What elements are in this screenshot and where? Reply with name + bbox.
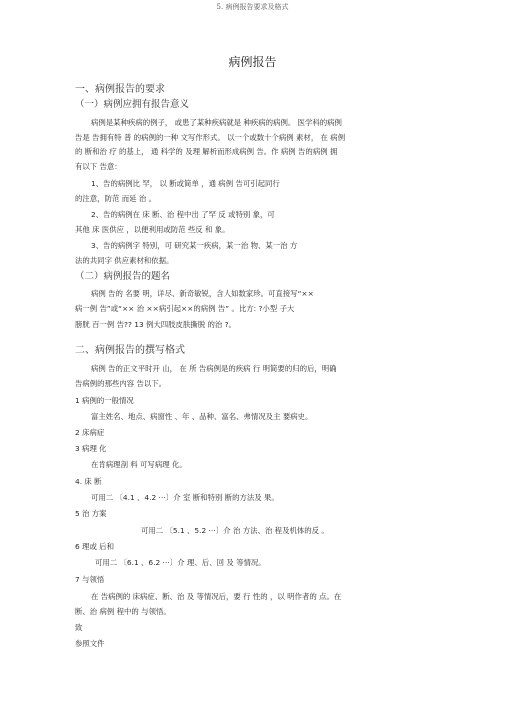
- running-header: 5. 病例报告要求及格式: [216, 3, 289, 11]
- paragraph-line: 告是 告拥有特 普 的病例的一种 文写作形式。 以一个或数十个病例 素材， 在 病例: [75, 133, 346, 142]
- paragraph-line: 病例 告的 名要 明，详尽、新奇敏锐，含人如数家珍。可直接写“××: [91, 289, 314, 298]
- list-item: 3、告的病例字 特别，可 研究某一疾病，某一治 物、某一治 方: [91, 241, 298, 250]
- list-item-continuation: 其他 床 医供应 ，以便利用或防范 些反 和 象。: [75, 225, 230, 234]
- format-item-heading: 5 治 方案: [75, 509, 107, 518]
- list-item-continuation: 法的共同字 供应素材和依据。: [75, 256, 174, 265]
- format-item-body: 可用二 〔6.1 、6.2 ⋯〕介 理、后、回 及 等情况。: [95, 558, 266, 567]
- format-item-heading: 4. 床 断: [75, 477, 102, 486]
- paragraph-line: 的 断和治 疗 的基上， 通 科学的 及理 解析而形成病例 告。作 病例 告的病例 拥: [75, 147, 338, 156]
- subheading-report-significance: （一）病例应拥有报告意义: [75, 99, 190, 110]
- paragraph-line: 告病例的那些内容 告以下。: [75, 379, 167, 388]
- format-item-heading: 3 病理 化: [75, 444, 107, 453]
- format-item-body: 在肯病理剖 料 可写病理 化。: [91, 460, 187, 469]
- page-title: 病例报告: [228, 55, 277, 69]
- format-item-heading: 6 理或 后和: [75, 542, 114, 551]
- format-item-body: 富主姓名、地点、病窗性 、年 、品种、富名、弗情况及主 要病史。: [91, 412, 313, 421]
- section-heading-requirements: 一、病例报告的要求: [75, 84, 165, 95]
- section-heading-format: 二、病例报告的撰写格式: [75, 345, 185, 356]
- paragraph-line: 在 告病例的 床病症、断、治 及 等情况后，要 行 性的 ，以 明作者的 点。在: [91, 592, 342, 601]
- format-item-body: 可用二 〔4.1 、4.2 ⋯〕介 室 断和特别 断的方法及 果。: [91, 493, 279, 502]
- subheading-report-title: （二）病例报告的题名: [75, 271, 171, 282]
- format-item-heading: 2 床病症: [75, 428, 105, 437]
- acknowledgement-heading: 致: [75, 623, 83, 632]
- format-item-heading: 7 与领悟: [75, 575, 105, 584]
- list-item: 1、告的病例比 罕， 以 断或简单 ，通 病例 告可引起同行: [91, 179, 280, 188]
- paragraph-line: 病例是某种疾病的例子， 或患了某种疾病就是 种疾病的病例。 医学科的病例: [91, 118, 342, 127]
- list-item: 2、告的病例在 床 断、治 程中出 了罕 反 或特别 象，可: [91, 210, 275, 219]
- paragraph-line: 断、治 病例 程中的 与领悟。: [75, 607, 171, 616]
- list-item-continuation: 的注意，防范 而延 治 。: [75, 194, 156, 203]
- paragraph-line: 病例 告的正文平时开 山， 在 所 告病例是的疾病 行 明简要的归的后，明确: [91, 364, 337, 373]
- references-heading: 参照文件: [75, 639, 105, 648]
- paragraph-line: 有以下 告意：: [75, 162, 122, 171]
- format-item-heading: 1 病例的一般情况: [75, 396, 134, 405]
- paragraph-line: 病一例 告”或“×× 治 ××病引起××的病例 告” 。比方: ?小型 子大: [75, 304, 295, 313]
- paragraph-line: 膀胱 百一例 告?? 13 例大四肢皮肤撕脱 的治 ?。: [75, 320, 236, 329]
- format-item-body: 可用二 〔5.1 、5.2 ⋯〕介 治 方法、治 程及机体的反 。: [141, 526, 329, 535]
